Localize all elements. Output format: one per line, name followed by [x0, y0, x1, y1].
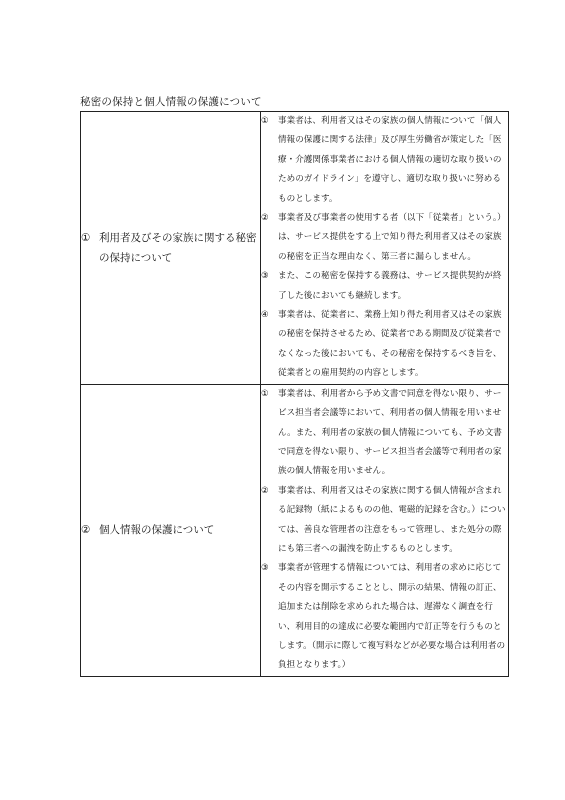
policy-table: [80, 111, 509, 677]
section-content-cell: [261, 384, 509, 676]
list-item: [261, 306, 508, 384]
item-number: ①: [261, 388, 269, 399]
section-heading-cell: [81, 112, 261, 385]
document-title: 秘密の保持と個人情報の保護について: [80, 96, 262, 108]
item-text: 事業者は、利用者又はその家族の個人情報について「個人情報の保護に関する法律」及び厚生労働省が策定した「医療・介護関係事業者における個人情報の適切な取り扱いのためのガイドライン」を遵守し、適切な取り扱いに努めるものとします。: [278, 116, 502, 204]
list-item: [261, 482, 508, 560]
table-row: [81, 384, 509, 676]
item-number: ③: [261, 271, 269, 282]
item-text: 事業者は、従業者に、業務上知り得た利用者又はその家族の秘密を保持させるため、従業者である期間及び従業者でなくなった後においても、その秘密を保持するべき旨を、従業者との雇用契約の内容とします。: [278, 310, 502, 379]
item-number: ②: [261, 485, 269, 496]
section-number: ②: [81, 524, 91, 537]
section-heading-cell: [81, 384, 261, 676]
item-text: 事業者は、利用者又はその家族に関する個人情報が含まれる記録物（紙によるものの他、電磁的記録を含む。）については、善良な管理者の注意をもって管理し、また処分の際にも第三者への漏洩を防止するものとします。: [278, 485, 506, 554]
list-item: [261, 267, 508, 306]
section-heading: [81, 520, 260, 540]
list-item: [261, 112, 508, 209]
list-item: [261, 385, 508, 482]
section-content-cell: [261, 112, 509, 385]
item-number: ③: [261, 563, 269, 574]
list-item: [261, 559, 508, 675]
item-number: ①: [261, 116, 269, 126]
section-heading: [81, 228, 260, 268]
section-heading-text: 利用者及びその家族に関する秘密の保持について: [99, 231, 257, 264]
table-row: [81, 112, 509, 385]
item-text: 事業者及び事業者の使用する者（以下「従業者」という。）は、サービス提供をする上で知り得た利用者又はその家族の秘密を正当な理由なく、第三者に漏らしません。: [278, 213, 506, 262]
item-text: また、この秘密を保持する義務は、サービス提供契約が終了した後においても継続します。: [278, 271, 502, 301]
list-item: [261, 209, 508, 267]
item-number: ②: [261, 213, 269, 224]
item-text: 事業者は、利用者から予め文書で同意を得ない限り、サービス担当者会議等において、利用者の個人情報を用いません。また、利用者の家族の個人情報についても、予め文書で同意を得ない限り、サービス担当者会議等で利用者の家族の個人情報を用いません。: [278, 388, 502, 477]
section-heading-text: 個人情報の保護について: [99, 524, 215, 537]
section-number: ①: [81, 231, 91, 244]
item-number: ④: [261, 310, 269, 321]
item-text: 事業者が管理する情報については、利用者の求めに応じてその内容を開示することとし、開示の結果、情報の訂正、追加または削除を求められた場合は、遅滞なく調査を行い、利用目的の達成に必要な範囲内で訂正等を行うものとします。（開示に際して複写料などが必要な場合は利用者の負担となります。）: [278, 563, 506, 671]
